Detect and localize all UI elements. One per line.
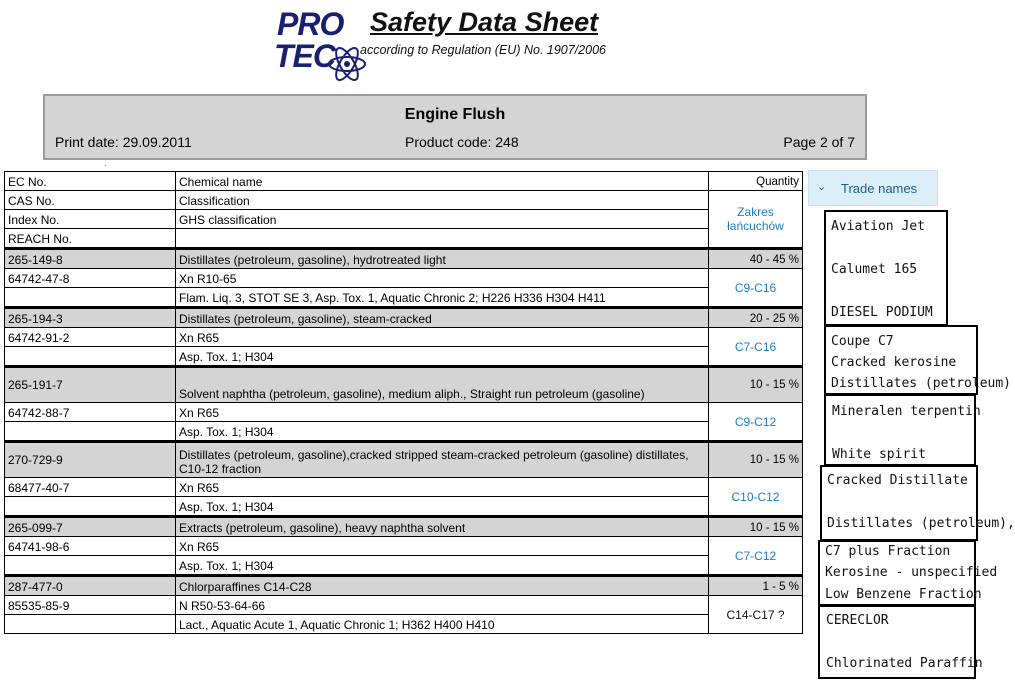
- classification: Xn R10-65: [176, 269, 709, 288]
- chain-range-annotation: Zakres łańcuchów: [709, 191, 803, 249]
- trade-name: Chlorinated Paraffin: [826, 656, 983, 671]
- trade-name: Aviation Jet: [831, 219, 925, 234]
- trade-name: Cracked kerosine: [831, 355, 957, 370]
- table-row: [5, 249, 803, 269]
- chain-range-annotation: C9-C16: [709, 269, 803, 308]
- ghs-classification: Asp. Tox. 1; H304: [176, 422, 709, 442]
- ghs-classification: Flam. Liq. 3, STOT SE 3, Asp. Tox. 1, Aquatic Chronic 2; H226 H336 H304 H411: [176, 288, 709, 308]
- table-row: [5, 596, 803, 615]
- product-header-box: [43, 94, 867, 160]
- ec-number: 265-099-7: [5, 517, 176, 537]
- classification: Xn R65: [176, 403, 709, 422]
- trade-name: C7 plus Fraction: [825, 544, 951, 559]
- table-row: [5, 403, 803, 422]
- quantity: 40 - 45 %: [709, 249, 803, 269]
- quantity: 10 - 15 %: [709, 517, 803, 537]
- table-header-row: [5, 191, 803, 210]
- classification: N R50-53-64-66: [176, 596, 709, 615]
- table-row: [5, 347, 803, 367]
- table-row: [5, 269, 803, 288]
- trade-name: DIESEL PODIUM: [831, 305, 933, 320]
- chemical-name: Distillates (petroleum, gasoline), steam-cracked: [176, 308, 709, 328]
- ec-number: 270-729-9: [5, 442, 176, 478]
- chain-range-annotation: C9-C12: [709, 403, 803, 442]
- trade-name: CERECLOR: [826, 613, 889, 628]
- cas-number: 64742-88-7: [5, 403, 176, 422]
- trade-name: Coupe C7: [831, 334, 894, 349]
- chemical-name: Distillates (petroleum, gasoline), hydrotreated light: [176, 249, 709, 269]
- chemical-name: Solvent naphtha (petroleum, gasoline), medium aliph., Straight run petroleum (gasoline): [176, 367, 709, 403]
- trade-name: Cracked Distillate: [827, 473, 968, 488]
- chemical-name: Extracts (petroleum, gasoline), heavy naphtha solvent: [176, 517, 709, 537]
- trade-names-label: Trade names: [841, 181, 918, 196]
- table-row: [5, 367, 803, 403]
- table-row: [5, 615, 803, 634]
- cas-number: 64742-91-2: [5, 328, 176, 347]
- cas-number: 68477-40-7: [5, 478, 176, 497]
- logo-tec-text: TEC: [274, 38, 335, 74]
- col-header-classification: Classification: [176, 191, 709, 210]
- trade-name: Kerosine - unspecified: [825, 565, 998, 580]
- table-row: [5, 478, 803, 497]
- classification: Xn R65: [176, 328, 709, 347]
- quantity: 10 - 15 %: [709, 367, 803, 403]
- cas-number: 64742-47-8: [5, 269, 176, 288]
- table-header-row: [5, 210, 803, 229]
- trade-name: Mineralen terpentin: [832, 404, 981, 419]
- col-header-cas: CAS No.: [5, 191, 176, 210]
- col-header-chemical-name: Chemical name: [176, 172, 709, 191]
- col-header-index: Index No.: [5, 210, 176, 229]
- table-header-row: [5, 172, 803, 191]
- col-header-ec: EC No.: [5, 172, 176, 191]
- chemical-name: Chlorparaffines C14-C28: [176, 576, 709, 596]
- quantity: 1 - 5 %: [709, 576, 803, 596]
- tick-mark: ·: [104, 161, 107, 170]
- ghs-classification: Asp. Tox. 1; H304: [176, 347, 709, 367]
- classification: Xn R65: [176, 537, 709, 556]
- col-header-reach: REACH No.: [5, 229, 176, 249]
- table-header-row: [5, 229, 803, 249]
- composition-table: [4, 171, 803, 634]
- ec-number: 287-477-0: [5, 576, 176, 596]
- cas-number: 64741-98-6: [5, 537, 176, 556]
- trade-names-header[interactable]: [808, 170, 938, 206]
- quantity: 10 - 15 %: [709, 442, 803, 478]
- ec-number: 265-191-7: [5, 367, 176, 403]
- chain-range-annotation: C7-C16: [709, 328, 803, 367]
- classification: Xn R65: [176, 478, 709, 497]
- trade-name: Low Benzene Fraction: [825, 587, 982, 602]
- table-row: [5, 442, 803, 478]
- product-name: Engine Flush: [404, 106, 506, 123]
- chemical-name: Distillates (petroleum, gasoline),cracked stripped steam-cracked petroleum (gasoline) distillates, C10-12 fraction: [176, 442, 709, 478]
- document-subtitle: according to Regulation (EU) No. 1907/2006: [360, 43, 606, 57]
- table-row: [5, 288, 803, 308]
- print-date: Print date: 29.09.2011: [55, 134, 192, 150]
- table-row: [5, 422, 803, 442]
- page-number: Page 2 of 7: [783, 134, 855, 150]
- table-row: [5, 308, 803, 328]
- col-header-ghs: GHS classification: [176, 210, 709, 229]
- trade-name: Calumet 165: [831, 262, 918, 277]
- product-code: Product code: 248: [405, 134, 519, 150]
- table-row: [5, 517, 803, 537]
- quantity: 20 - 25 %: [709, 308, 803, 328]
- table-row: [5, 556, 803, 576]
- trade-name: Distillates (petroleum): [831, 376, 1012, 391]
- trade-name: Distillates (petroleum),: [827, 516, 1015, 531]
- logo-pro-text: PRO: [277, 6, 344, 42]
- document-title: Safety Data Sheet: [370, 7, 599, 37]
- table-row: [5, 576, 803, 596]
- chain-range-annotation: C7-C12: [709, 537, 803, 576]
- ghs-classification: Asp. Tox. 1; H304: [176, 556, 709, 576]
- col-header-quantity: Quantity: [709, 172, 803, 191]
- trade-name: White spirit: [832, 447, 926, 462]
- table-row: [5, 537, 803, 556]
- chain-range-annotation: C14-C17 ?: [709, 596, 803, 634]
- ghs-classification: Asp. Tox. 1; H304: [176, 497, 709, 517]
- ghs-classification: Lact., Aquatic Acute 1, Aquatic Chronic 1; H362 H400 H410: [176, 615, 709, 634]
- table-row: [5, 497, 803, 517]
- ec-number: 265-194-3: [5, 308, 176, 328]
- table-row: [5, 328, 803, 347]
- chevron-down-icon: ⌄: [817, 181, 827, 193]
- chain-range-annotation: C10-C12: [709, 478, 803, 517]
- ec-number: 265-149-8: [5, 249, 176, 269]
- cas-number: 85535-85-9: [5, 596, 176, 615]
